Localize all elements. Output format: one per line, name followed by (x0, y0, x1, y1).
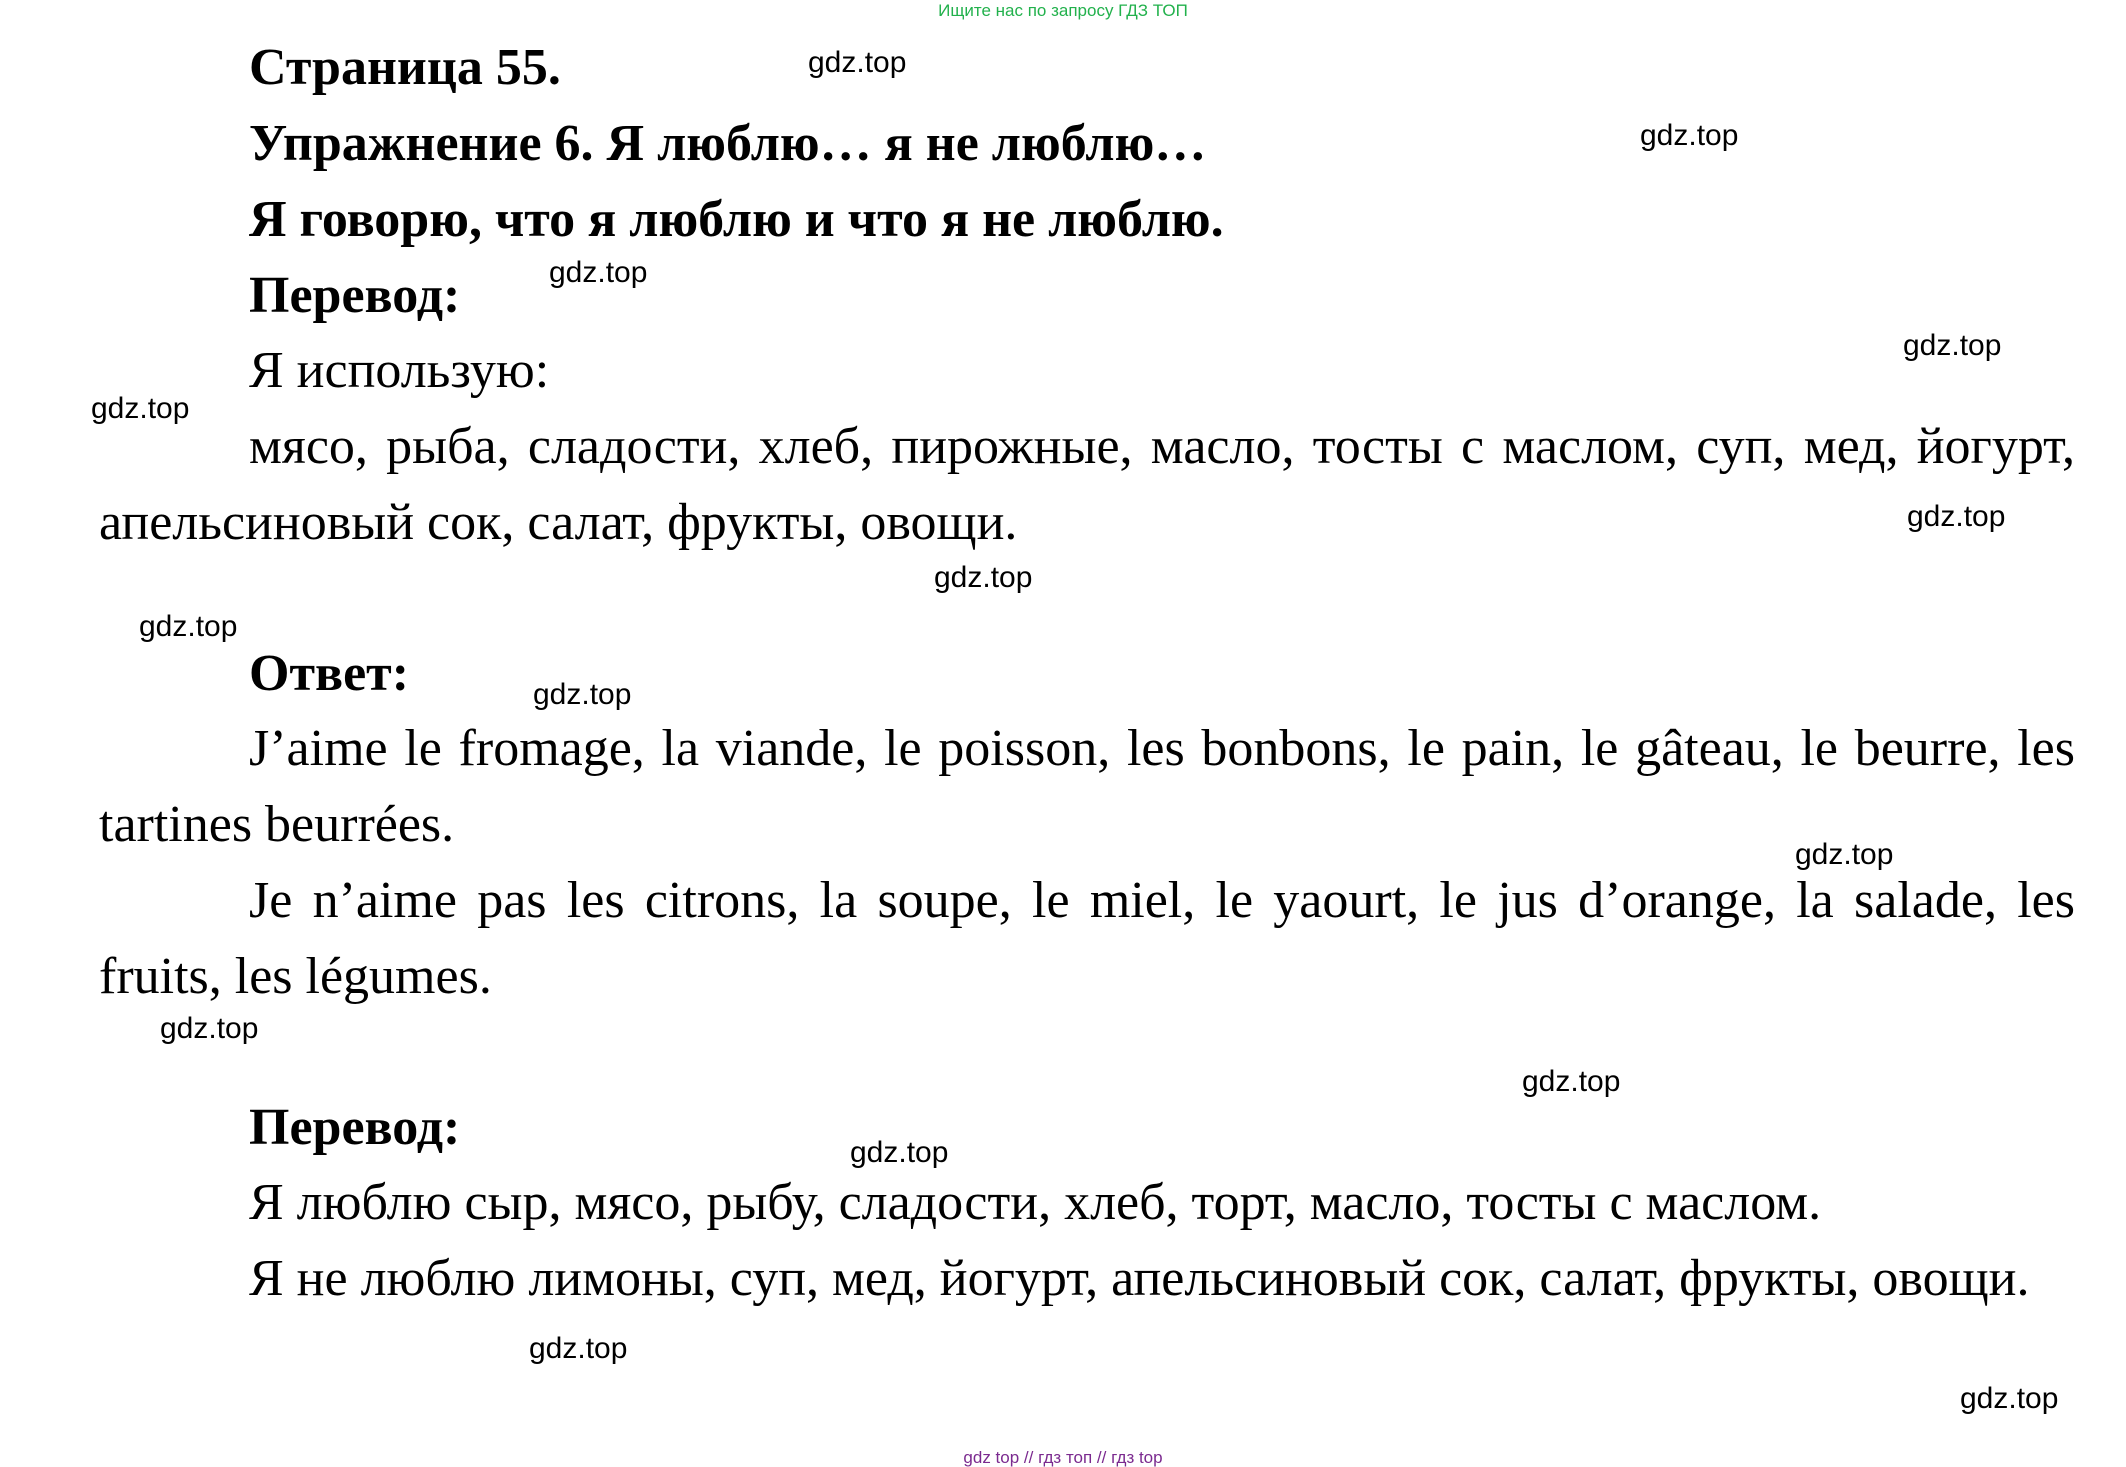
uses-list: мясо, рыба, сладости, хлеб, пирожные, масло, тосты с маслом, суп, мед, йогурт, апельсиновый сок, салат, фрукты, овощи. (99, 418, 2075, 551)
translation-label-2: Перевод: (249, 1099, 461, 1156)
watermark: gdz.top (549, 256, 648, 289)
translation-label-1: Перевод: (249, 267, 461, 324)
watermark: gdz.top (1907, 500, 2006, 533)
top-search-banner: Ищите нас по запросу ГДЗ ТОП (938, 1, 1188, 20)
watermark: gdz.top (139, 610, 238, 643)
watermark: gdz.top (934, 561, 1033, 594)
watermark: gdz.top (1795, 838, 1894, 871)
uses-intro: Я использую: (249, 342, 550, 399)
translation-like-paragraph: Я люблю сыр, мясо, рыбу, сладости, хлеб, торт, масло, тосты с маслом. (249, 1174, 1822, 1231)
watermark: gdz.top (1640, 119, 1739, 152)
answer-dislike-paragraph: Je n’aime pas les citrons, la soupe, le miel, le yaourt, le jus d’orange, la salade, les fruits, les légumes. (99, 872, 2075, 1005)
answer-like-paragraph: J’aime le fromage, la viande, le poisson, les bonbons, le pain, le gâteau, le beurre, les tartines beurrées. (99, 720, 2075, 853)
exercise-title: Упражнение 6. Я люблю… я не люблю… (249, 115, 1207, 172)
watermark: gdz.top (529, 1332, 628, 1365)
watermark: gdz.top (91, 392, 190, 425)
footer-links: gdz top // гдз топ // гдз top (963, 1448, 1163, 1467)
answer-label: Ответ: (249, 645, 410, 702)
page-number-heading: Страница 55. (249, 39, 561, 96)
translation-dislike-paragraph: Я не люблю лимоны, суп, мед, йогурт, апельсиновый сок, салат, фрукты, овощи. (249, 1250, 2030, 1307)
watermark: gdz.top (1522, 1065, 1621, 1098)
watermark: gdz.top (1960, 1382, 2059, 1415)
watermark: gdz.top (808, 46, 907, 79)
watermark: gdz.top (533, 678, 632, 711)
exercise-subtitle: Я говорю, что я люблю и что я не люблю. (249, 191, 1224, 248)
watermark: gdz.top (850, 1136, 949, 1169)
watermark: gdz.top (1903, 329, 2002, 362)
watermark: gdz.top (160, 1012, 259, 1045)
